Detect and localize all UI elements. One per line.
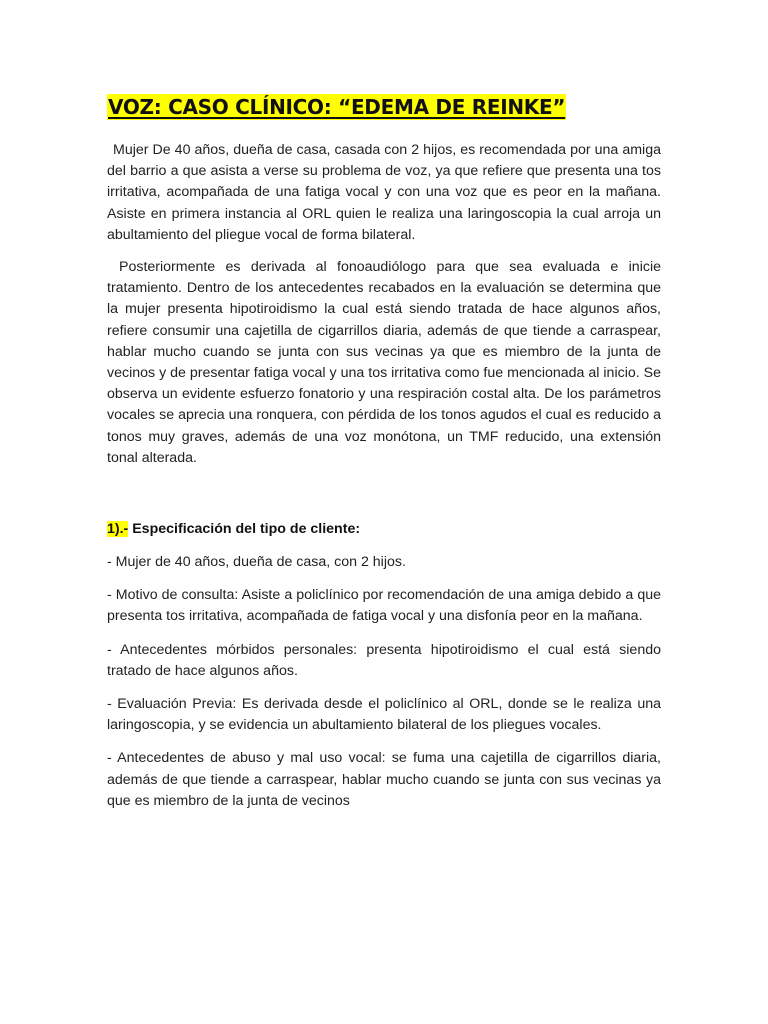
case-paragraph-2: Posteriormente es derivada al fonoaudiólogo para que sea evaluada e inicie tratamiento. Dentro de los antecedentes recabados en la evaluación se determina que la mujer presenta hipotiroidismo la cual está siendo tratada de hace algunos años, refiere consumir una cajetilla de cigarrillos diaria, además de que tiende a carraspear, hablar mucho cuando se junta con sus vecinas ya que es miembro de la junta de vecinos y de presentar fatiga vocal y una tos irritativa como fue mencionada al inicio. Se observa un evidente esfuerzo fonatorio y una respiración costal alta. De los parámetros vocales se aprecia una ronquera, con pérdida de los tonos agudos el cual es reducido a tonos muy graves, además de una voz monótona, un TMF reducido, una extensión tonal alterada. bbox=[107, 259, 661, 466]
document-page bbox=[107, 94, 661, 812]
list-item: - Antecedentes de abuso y mal uso vocal: se fuma una cajetilla de cigarrillos diaria, además de que tiende a carraspear, hablar mucho cuando se junta con sus vecinas ya que es miembro de la junta de vecinos bbox=[107, 750, 661, 809]
list-item: - Antecedentes mórbidos personales: presenta hipotiroidismo el cual está siendo tratado de hace algunos años. bbox=[107, 641, 661, 679]
case-paragraph-1: Mujer De 40 años, dueña de casa, casada con 2 hijos, es recomendada por una amiga del barrio a que asista a verse su problema de voz, ya que refiere que presenta una tos irritativa, acompañada de una fatiga vocal y con una voz que es peor en la mañana. Asiste en primera instancia al ORL quien le realiza una laringoscopia la cual arroja un abultamiento del pliegue vocal de forma bilateral. bbox=[107, 142, 661, 243]
document-title: VOZ: CASO CLÍNICO: “EDEMA DE REINKE” bbox=[108, 95, 566, 119]
list-item: - Mujer de 40 años, dueña de casa, con 2 hijos. bbox=[107, 554, 406, 571]
section-heading-text: Especificación del tipo de cliente: bbox=[128, 521, 361, 538]
section-heading bbox=[107, 519, 661, 540]
list-item: - Motivo de consulta: Asiste a policlínico por recomendación de una amiga debido a que presenta tos irritativa, acompañada de fatiga vocal y una disfonía peor en la mañana. bbox=[107, 587, 661, 625]
section-number: 1).- bbox=[107, 521, 129, 538]
list-item: - Evaluación Previa: Es derivada desde el policlínico al ORL, donde se le realiza una laringoscopia, y se evidencia un abultamiento bilateral de los pliegues vocales. bbox=[107, 696, 661, 734]
